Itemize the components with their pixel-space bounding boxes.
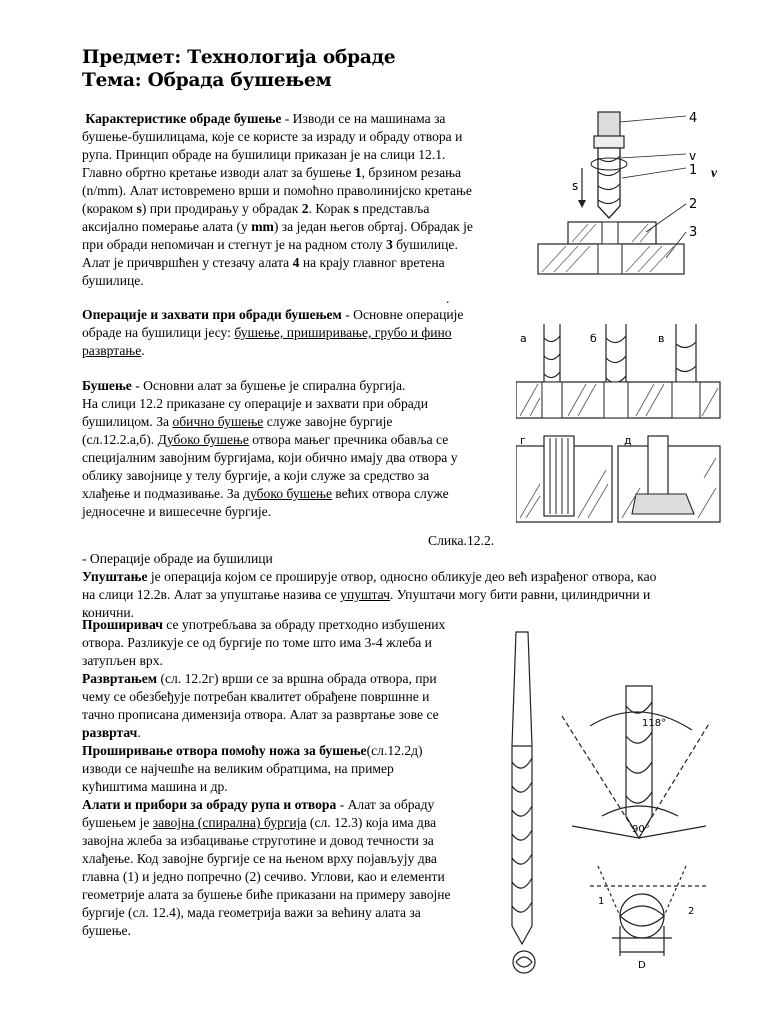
text: на крају главног вретена — [299, 255, 445, 270]
figure-12-2-caption: Слика.12.2. — [428, 533, 495, 548]
text: конични. — [82, 605, 135, 620]
section-countersinking — [82, 550, 656, 622]
text: при обради непомичан и стегнут је на радном столу — [82, 237, 386, 252]
fig3-label-1: 1 — [598, 896, 605, 907]
text: mm — [251, 219, 274, 234]
dot: . — [446, 291, 450, 306]
text: (сл. 12.2г) врши се за вршна обрада отвора, при — [157, 671, 437, 686]
text: . Упуштачи могу бити равни, цилиндрични и — [389, 587, 651, 602]
text: специјалним завојним бургијама, који обично имају два отвора у — [82, 450, 458, 465]
text: бушење-бушилицама, које се користе за израду и обраду отвора и — [82, 129, 463, 144]
text: Проширивач — [82, 617, 163, 632]
text: (сл.12.2д) — [366, 743, 423, 758]
text: облику завојнице у телу бургије, а који служе за средство за — [82, 468, 430, 483]
topic-line: Тема: Обрада бушењем — [82, 70, 332, 91]
fig1-label-v: v — [689, 149, 697, 163]
fig2-label-a: а — [520, 332, 527, 345]
fig2-label-g: г — [520, 434, 526, 447]
text: упуштач — [340, 587, 390, 602]
text: се употребљава за обраду претходно избушених — [162, 617, 446, 632]
text: Упуштање — [82, 569, 148, 584]
section3-heading: Бушење — [82, 378, 132, 393]
text: - Алат за обраду — [336, 797, 435, 812]
text: обраде на бушилици јесу: — [82, 325, 235, 340]
text: отвора мањег пречника обавља се — [248, 432, 449, 447]
subject-label: Предмет — [82, 47, 175, 68]
text: ) за један његов обртај. Обрадак је — [273, 219, 473, 234]
fig3-label-2: 2 — [688, 906, 695, 917]
text: хлађење. Код завојне бургије се на њеном врху појављују два — [82, 851, 437, 866]
text: 3 — [385, 237, 393, 252]
text: (сл.12.2.а,б). — [82, 432, 158, 447]
text: Алати и прибори за обраду рупа и отвора — [82, 797, 337, 812]
text: 4 — [292, 255, 300, 270]
text: обично бушење — [172, 414, 264, 429]
text: бушење. — [82, 923, 131, 938]
text: , брзином резања — [361, 165, 462, 180]
subject-value: Технологија обраде — [187, 47, 396, 68]
text: аксијално померање алата (у — [82, 219, 252, 234]
figure-12-1 — [536, 108, 714, 282]
text: (сл. 12.3) која има два — [306, 815, 437, 830]
fig1-label-2: 2 — [689, 197, 698, 212]
text: бушењем је — [82, 815, 153, 830]
fig1-label-1: 1 — [689, 163, 698, 178]
text: 2 — [301, 201, 309, 216]
text: - Основне операције — [341, 307, 464, 322]
text: хлађење и подмазивање. За — [82, 486, 244, 501]
fig1-label-s: s — [572, 179, 579, 193]
text: изводи се најчешће на великим обратцима, на пример — [82, 761, 394, 776]
section1-heading: Карактеристике обраде бушење — [85, 111, 282, 126]
text: Проширивање отвора помоћу ножа за бушење — [82, 743, 367, 758]
fig3-label-angle-118: 118° — [642, 718, 667, 729]
section-drilling — [82, 377, 458, 521]
section-operations — [82, 306, 463, 360]
text: - Операције обраде иа бушилици — [82, 551, 273, 566]
text: служе завојне бургије — [263, 414, 393, 429]
fig2-label-v: в — [658, 332, 665, 345]
text: Алат је причвршћен у стезачу алата — [82, 255, 293, 270]
figure-12-2 — [516, 318, 722, 526]
text: завојна жлеба за избацивање струготине и довод течности за — [82, 833, 434, 848]
section-tools — [82, 616, 451, 940]
v-letter: v — [711, 165, 718, 180]
text: (n/mm). Алат истовремено врши и помоћно праволинијско кретање — [82, 183, 472, 198]
text: кућиштима машина и др. — [82, 779, 228, 794]
text: Дубоко бушење — [157, 432, 249, 447]
text: s — [353, 201, 359, 216]
figure-12-3 — [502, 626, 716, 980]
text: рупа. Принцип обраде на бушилици приказан је на слици 12.1. — [82, 147, 446, 162]
topic-label: Тема — [82, 70, 135, 91]
text: (кораком — [82, 201, 137, 216]
fig3-label-d: D — [638, 960, 646, 971]
text: тачно прописана димензија отвора. Алат за развртање зове се — [82, 707, 439, 722]
text: већих отвора служе — [332, 486, 449, 501]
text: Главно обртно кретање изводи алат за бушење — [82, 165, 355, 180]
text: - Изводи се на машинама за — [281, 111, 446, 126]
fig1-label-4: 4 — [689, 111, 698, 126]
text: представља — [358, 201, 430, 216]
topic-value: Обрада бушењем — [147, 70, 332, 91]
text: . — [141, 343, 145, 358]
text: завојна (спирална) бургија — [152, 815, 307, 830]
text: дубоко бушење — [243, 486, 333, 501]
text: . — [137, 725, 141, 740]
text: развртач — [82, 725, 138, 740]
text: геометрије алата за бушење биће приказани на примеру завојне — [82, 887, 451, 902]
text: бушилицом. За — [82, 414, 173, 429]
text: чему се обезбеђује потребан квалитет обрађене површнне и — [82, 689, 430, 704]
text: 1 — [354, 165, 362, 180]
text: једносечне и вишесечне бургије. — [82, 504, 272, 519]
text: затупљен врх. — [82, 653, 163, 668]
text: . Корак — [308, 201, 354, 216]
text: На слици 12.2 приказане су операције и захвати при обради — [82, 396, 428, 411]
section-drilling-characteristics — [82, 110, 473, 290]
fig3-label-angle-90: 90° — [632, 824, 650, 835]
text: s — [136, 201, 142, 216]
text: на слици 12.2в. Алат за упуштање назива се — [82, 587, 341, 602]
text: бушење, приширивање, грубо и фино — [234, 325, 452, 340]
text: бушилице. — [82, 273, 144, 288]
text: развртање — [82, 343, 142, 358]
fig2-label-b: б — [590, 332, 597, 345]
text: главна (1) и једно попречно (2) сечиво. Углови, као и елементи — [82, 869, 445, 884]
text: је операција којом се проширује отвор, односно обликује део већ израђеног отвора, као — [147, 569, 657, 584]
text: ) при продирању у обрадак — [141, 201, 302, 216]
fig1-label-3: 3 — [689, 225, 698, 240]
fig2-label-d: д — [624, 434, 632, 447]
text: бушилице. — [392, 237, 458, 252]
text: - Основни алат за бушење је спирална бургија. — [131, 378, 406, 393]
text: бургије (сл. 12.4), мада геометрија важи за већину алата за — [82, 905, 421, 920]
text: Развртањем — [82, 671, 158, 686]
subject-line: Предмет: Технологија обраде — [82, 47, 396, 68]
text: отвора. Разликује се од бургије по томе што има 3-4 жлеба и — [82, 635, 432, 650]
section2-heading: Операције и захвати при обради бушењем — [82, 307, 342, 322]
